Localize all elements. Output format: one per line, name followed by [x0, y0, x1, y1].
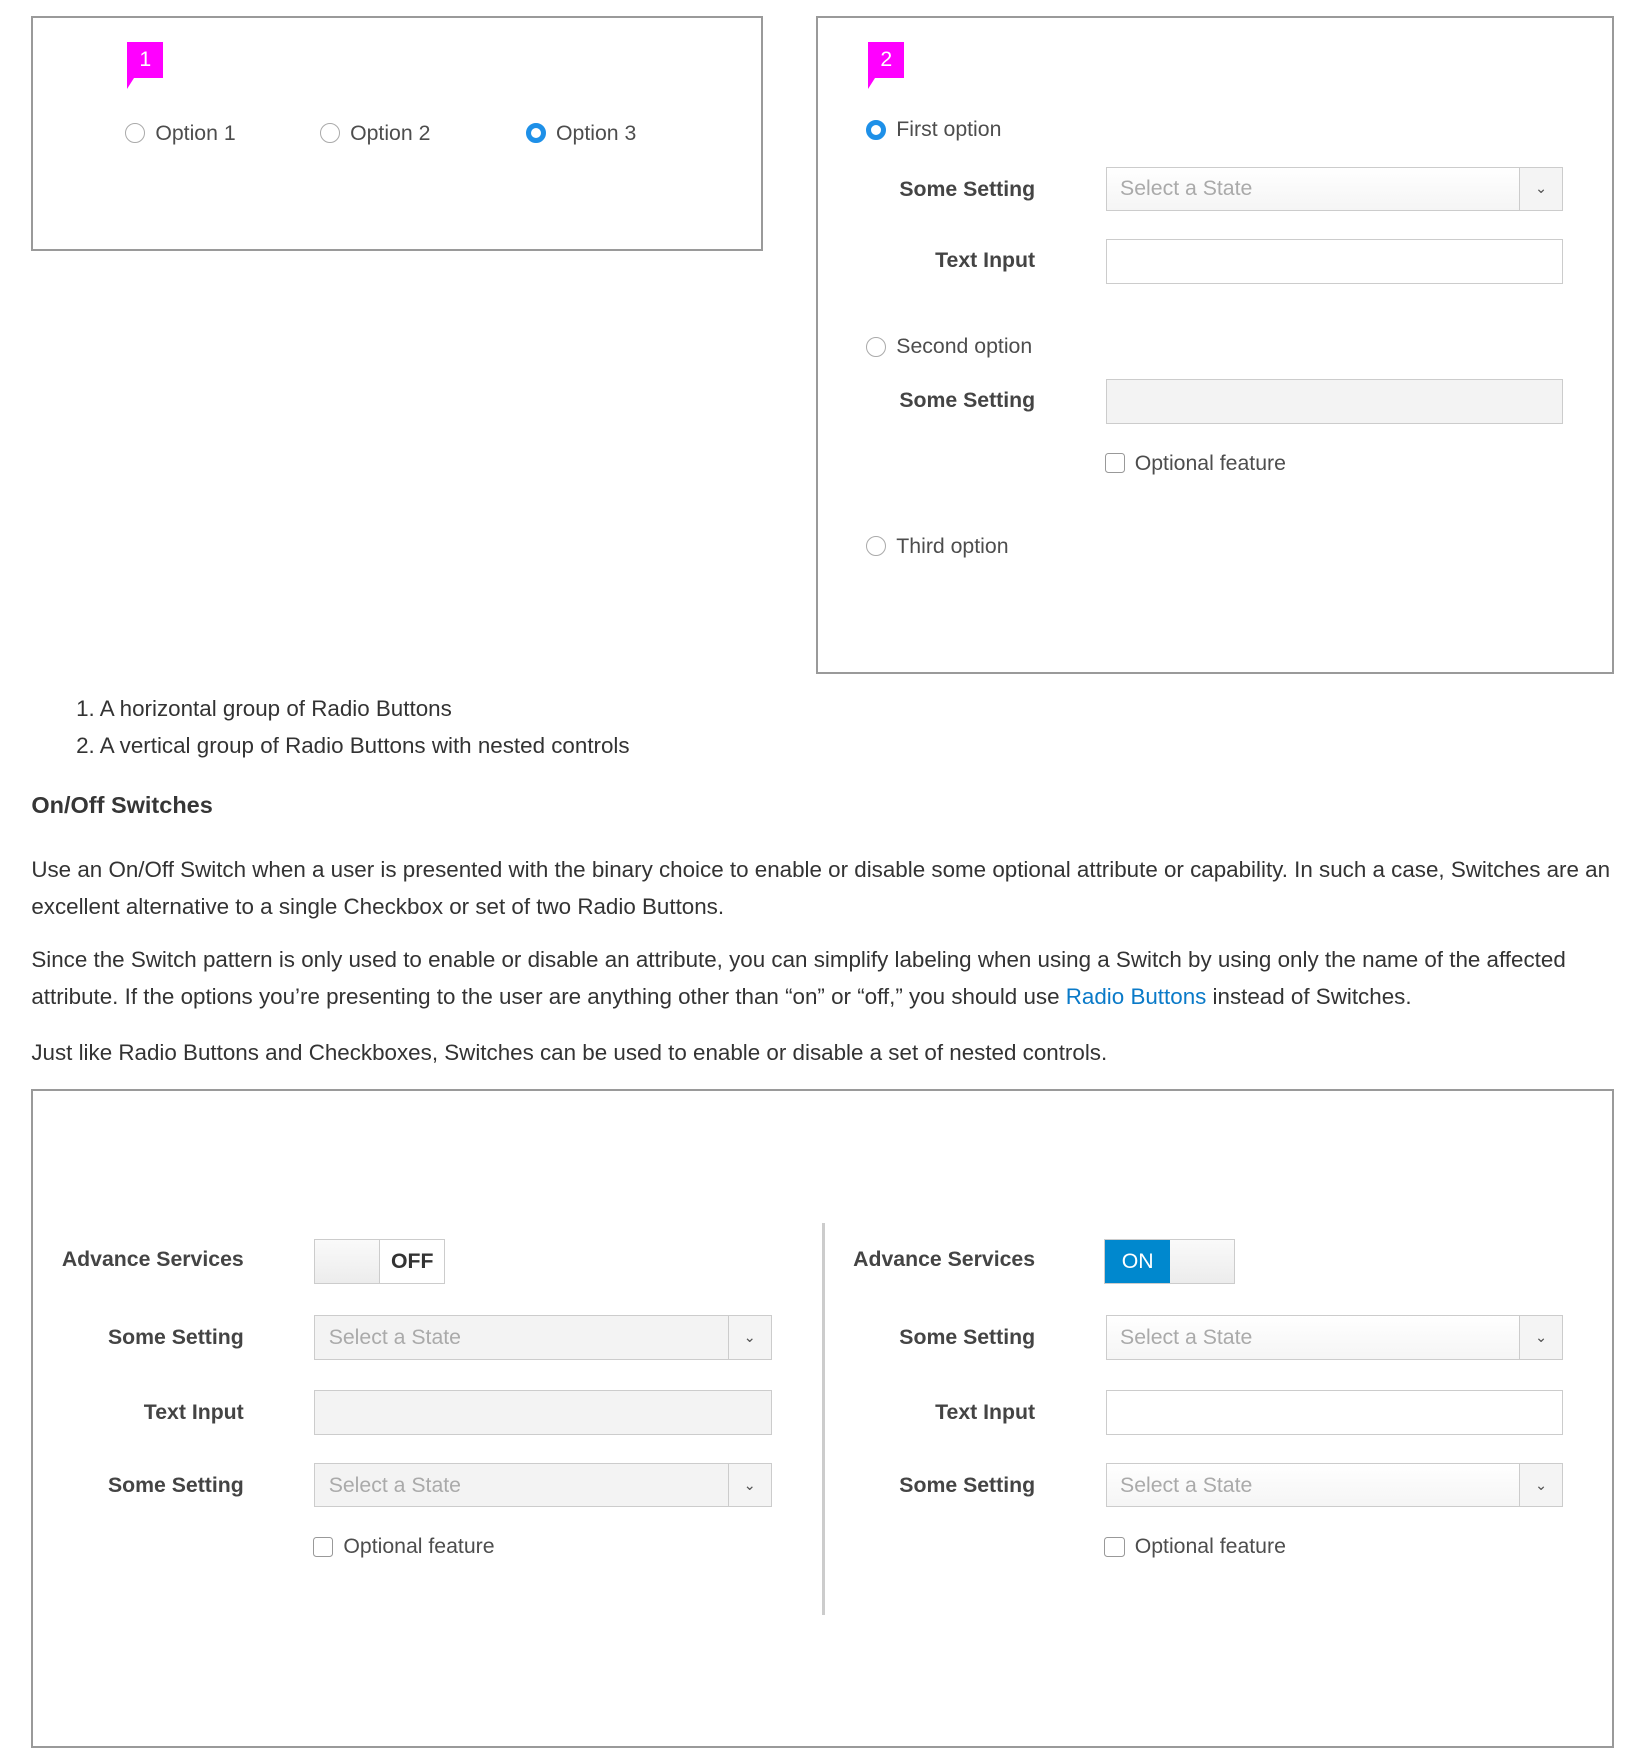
- paragraph-2: [31, 942, 1648, 1016]
- radio-icon: [866, 337, 886, 357]
- radio-second-option[interactable]: [866, 334, 1032, 359]
- text-input[interactable]: [1106, 239, 1564, 284]
- advance-services-label: Advance Services: [61, 1246, 244, 1271]
- radio-icon: [125, 123, 145, 143]
- chevron-down-icon: ⌄: [1519, 168, 1563, 211]
- some-setting-label: Some Setting: [107, 1472, 244, 1497]
- state-select[interactable]: [1106, 167, 1564, 212]
- radio-icon: [866, 536, 886, 556]
- checkbox-label: Optional feature: [1134, 1534, 1286, 1559]
- switch-demo: [31, 1089, 1614, 1748]
- radio-label: First option: [896, 117, 1002, 142]
- radio-label: Option 1: [155, 120, 236, 145]
- radio-option-1[interactable]: [125, 121, 236, 146]
- caption-2: 2. A vertical group of Radio Buttons with nested controls: [76, 733, 630, 759]
- chevron-down-icon: ⌄: [1519, 1316, 1563, 1359]
- optional-feature-checkbox[interactable]: [313, 1534, 494, 1559]
- callout-badge: 1: [127, 42, 163, 78]
- example-horizontal-radio: [31, 16, 763, 251]
- radio-label: Option 2: [350, 120, 431, 145]
- paragraph-text: instead of Switches.: [1206, 984, 1412, 1010]
- radio-label: Third option: [896, 533, 1009, 558]
- paragraph-text: Since the Switch pattern is only used to enable or disable an attribute, you can simplify labeling when using a Switch by using only the name of the affected attribute. If the options you’re presenting to the user are anything other than “on” or “off,” you should use: [31, 947, 1566, 1010]
- some-setting-label: Some Setting: [107, 1325, 244, 1349]
- select-placeholder: Select a State: [1120, 1324, 1253, 1349]
- checkbox-label: Optional feature: [1134, 450, 1286, 475]
- advance-services-switch-off[interactable]: [314, 1239, 445, 1284]
- text-input-label: Text Input: [935, 1400, 1036, 1424]
- state-select[interactable]: [314, 1463, 772, 1508]
- paragraph-3: Just like Radio Buttons and Checkboxes, Switches can be used to enable or disable a set of nested controls.: [31, 1040, 1108, 1066]
- example-vertical-radio: [816, 16, 1614, 674]
- section-heading: On/Off Switches: [31, 792, 213, 819]
- paragraph-1: Use an On/Off Switch when a user is presented with the binary choice to enable or disable some optional attribute or capability. In such a case, Switches are an excellent alternative to a single Checkbox or set of two Radio Buttons.: [31, 856, 1611, 919]
- select-placeholder: Select a State: [1120, 1472, 1253, 1497]
- switch-state: ON: [1105, 1240, 1169, 1283]
- switch-handle: [1170, 1240, 1234, 1283]
- text-input-label: Text Input: [143, 1400, 244, 1424]
- text-input-label: Text Input: [935, 248, 1036, 273]
- radio-label: Second option: [896, 334, 1033, 359]
- select-placeholder: Select a State: [328, 1324, 461, 1349]
- some-setting-label: Some Setting: [899, 388, 1036, 413]
- optional-feature-checkbox[interactable]: [1104, 1534, 1285, 1559]
- chevron-down-icon: ⌄: [728, 1464, 772, 1507]
- some-setting-label: Some Setting: [899, 176, 1036, 201]
- text-input[interactable]: [1106, 1390, 1564, 1435]
- select-placeholder: Select a State: [328, 1472, 461, 1497]
- switch-handle: [315, 1240, 380, 1283]
- radio-label: Option 3: [556, 120, 637, 145]
- disabled-setting-field[interactable]: [1106, 379, 1564, 424]
- switch-state: OFF: [390, 1248, 434, 1273]
- radio-third-option[interactable]: [866, 534, 1008, 559]
- checkbox-icon: [313, 1537, 333, 1557]
- select-placeholder: Select a State: [1120, 176, 1253, 201]
- checkbox-icon: [1105, 453, 1125, 473]
- optional-feature-checkbox[interactable]: [1105, 451, 1286, 476]
- checkbox-icon: [1104, 1537, 1124, 1557]
- advance-services-label: Advance Services: [853, 1246, 1036, 1271]
- text-input[interactable]: [314, 1390, 772, 1435]
- radio-selected-icon: [526, 123, 546, 143]
- state-select[interactable]: [1106, 1463, 1564, 1508]
- radio-selected-icon: [866, 120, 886, 140]
- radio-first-option[interactable]: [866, 117, 1001, 142]
- some-setting-label: Some Setting: [899, 1325, 1036, 1349]
- checkbox-label: Optional feature: [343, 1534, 495, 1559]
- radio-option-3[interactable]: [526, 121, 637, 146]
- state-select[interactable]: [1106, 1315, 1564, 1360]
- some-setting-label: Some Setting: [899, 1472, 1036, 1497]
- radio-option-2[interactable]: [320, 121, 431, 146]
- advance-services-switch-on[interactable]: [1104, 1239, 1235, 1284]
- state-select[interactable]: [314, 1315, 772, 1360]
- radio-buttons-link[interactable]: Radio Buttons: [1065, 984, 1207, 1010]
- chevron-down-icon: ⌄: [728, 1316, 772, 1359]
- chevron-down-icon: ⌄: [1519, 1464, 1563, 1507]
- callout-badge: 2: [868, 42, 904, 78]
- radio-icon: [320, 123, 340, 143]
- caption-1: 1. A horizontal group of Radio Buttons: [76, 696, 452, 722]
